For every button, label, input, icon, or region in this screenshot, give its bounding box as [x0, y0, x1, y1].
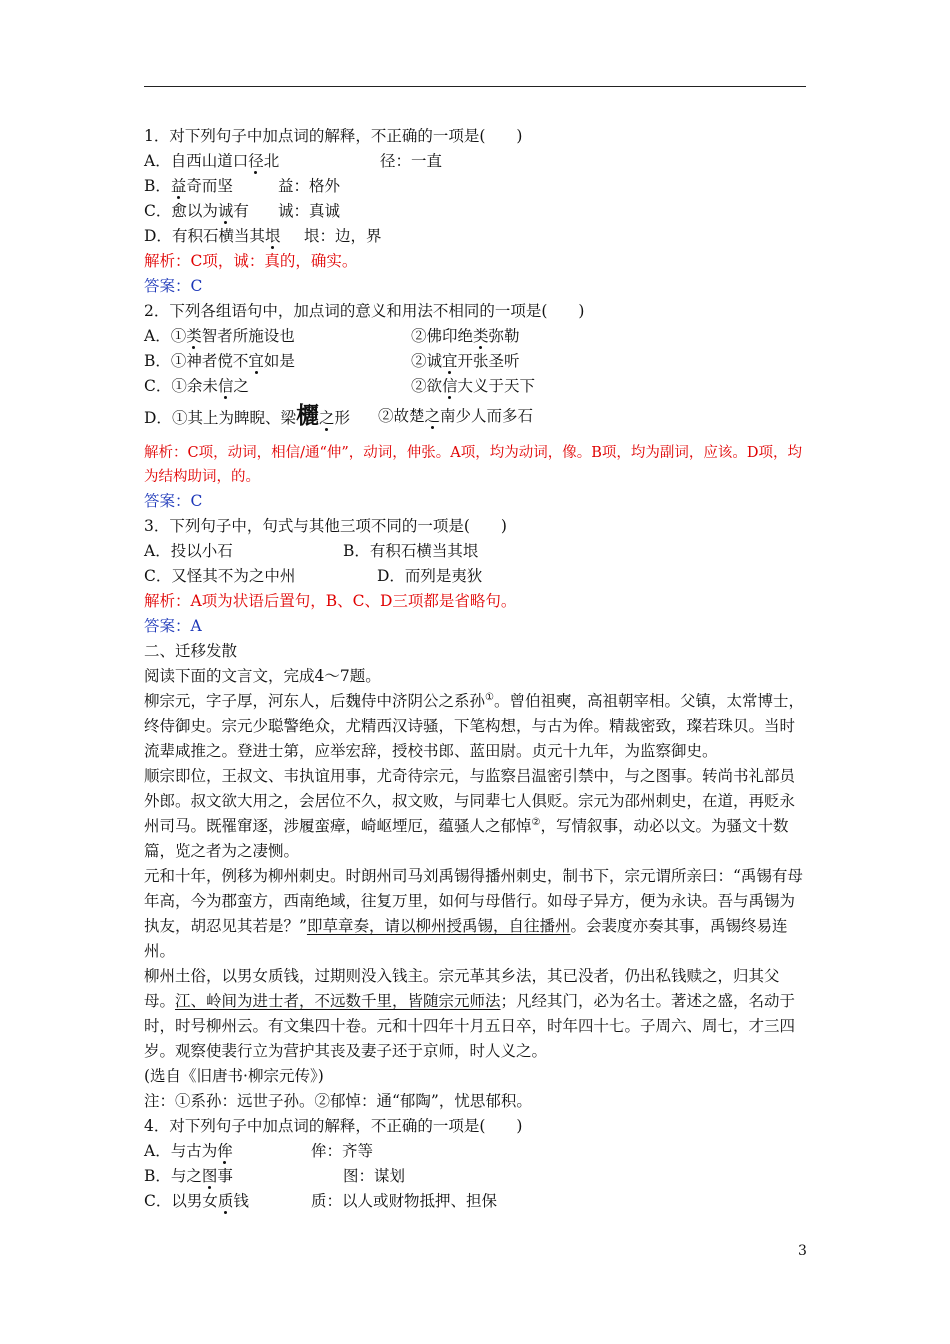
- q2-stem: 2．下列各组语句中，加点词的意义和用法不相同的一项是( ): [144, 302, 585, 320]
- q3-analysis: 解析：A项为状语后置句，B、C、D三项都是省略句。: [144, 592, 517, 610]
- footnote-ref: ①: [485, 691, 494, 703]
- q2-d-right: ②故楚之南少人而多石: [378, 407, 534, 425]
- dotted-char: 图: [201, 1167, 218, 1185]
- q1-option-b: B．益奇而坚 益：格外: [144, 174, 808, 199]
- passage-paragraph-1: 柳宗元，字子厚，河东人，后魏侍中济阴公之系孙①。曾伯祖奭，高祖朝宰相。父镇，太常博士，终侍御史。宗元少聪警绝众，尤精西汉诗骚，下笔构想，与古为侔。精裁密致，璨若珠贝。当时流辈咸推之。登进士第，应举宏辞，授校书郎、蓝田尉。贞元十九年，为监察御史。: [144, 691, 804, 760]
- q1-option-d: D．有积石横当其垠 垠：边，界: [144, 224, 808, 249]
- q3-options-cd: C．又怪其不为之中州 D．而列是夷狄: [144, 567, 483, 585]
- q2-c-right: ②欲信大义于天下: [411, 377, 536, 395]
- q4-a-gloss: 侔：齐等: [311, 1142, 374, 1160]
- q4-c-gloss: 质：以人或财物抵押、担保: [311, 1192, 498, 1210]
- q1-option-a: A．自西山道口径北 径：一直: [144, 149, 808, 174]
- dotted-char: 类: [186, 327, 202, 345]
- page-number: 3: [798, 1243, 807, 1259]
- q2-option-b: B．①神者傥不宜如是 ②诚宜开张圣听: [144, 349, 808, 374]
- q3-answer: 答案：A: [144, 617, 202, 635]
- dotted-char: 侔: [217, 1142, 233, 1160]
- q2-analysis: 解析：C项，动词，相信/通“伸”，动词，伸张。A项，均为动词，像。B项，均为副词，应该。D项，均为结构助词，的。: [144, 445, 803, 485]
- underlined-sentence: 即草章奏，请以柳州授禹锡，自往播州: [306, 917, 571, 935]
- passage-paragraph-4: 柳州土俗，以男女质钱，过期则没入钱主。宗元革其乡法，其已没者，仍出私钱赎之，归其父母。江、岭间为进士者，不远数千里，皆随宗元师法；凡经其门，必为名士。著述之盛，名动于时，时号柳州云。有文集四十卷。元和十四年十月五日卒，时年四十七。子周六、周七，才三四岁。观察使裴行立为营护其丧及妻子还于京师，时人义之。: [144, 967, 796, 1060]
- dotted-char: 宜: [248, 352, 264, 370]
- q1-answer: 答案：C: [144, 277, 203, 295]
- dotted-char: 宜: [442, 352, 458, 370]
- dotted-char: 类: [473, 327, 489, 345]
- dotted-char: 之: [318, 409, 335, 427]
- q4-option-b: B．与之图事 图：谋划: [144, 1164, 808, 1189]
- document-body: [144, 124, 808, 1214]
- q2-option-a: A．①类智者所施设也 ②佛印绝类弥勒: [144, 324, 808, 349]
- q2-option-c: C．①余未信之 ②欲信大义于天下: [144, 374, 808, 399]
- q1-a-gloss: 径：一直: [380, 152, 443, 170]
- large-char: 欐: [295, 402, 319, 429]
- dotted-char: 诚: [217, 202, 234, 220]
- q4-option-c: C．以男女质钱 质：以人或财物抵押、担保: [144, 1189, 808, 1214]
- q1-c-gloss: 诚：真诚: [278, 202, 341, 220]
- dotted-char: 垠: [264, 227, 281, 245]
- passage-paragraph-2: 顺宗即位，王叔文、韦执谊用事，尤奇待宗元，与监察吕温密引禁中，与之图事。转尚书礼部员外郎。叔文欲大用之，会居位不久，叔文败，与同辈七人俱贬。宗元为邵州刺史，在道，再贬永州司马。既罹窜逐，涉履蛮瘴，崎岖堙厄，蕴骚人之郁悼②，写情叙事，动必以文。为骚文十数篇，览之者为之凄恻。: [144, 767, 796, 860]
- q2-a-left: ①类智者所施设也: [170, 327, 295, 345]
- reading-intro: 阅读下面的文言文，完成4～7题。: [144, 667, 381, 685]
- q1-b-gloss: 益：格外: [278, 177, 341, 195]
- q1-stem: 1．对下列句子中加点词的解释，不正确的一项是( ): [144, 127, 523, 145]
- dotted-char: 信: [217, 377, 234, 395]
- passage-source: (选自《旧唐书·柳宗元传》): [144, 1067, 324, 1085]
- dotted-char: 径: [248, 152, 264, 170]
- q1-option-c: C．愈以为诚有 诚：真诚: [144, 199, 808, 224]
- q2-answer: 答案：C: [144, 492, 203, 510]
- header-rule: [144, 86, 806, 87]
- footnote-ref: ②: [531, 816, 541, 828]
- dotted-char: 信: [442, 377, 458, 395]
- q3-stem: 3．下列句子中，句式与其他三项不同的一项是( ): [144, 517, 507, 535]
- dotted-char: 之: [424, 407, 441, 425]
- q3-options-ab: A．投以小石 B．有积石横当其垠: [144, 542, 479, 560]
- q2-a-right: ②佛印绝类弥勒: [411, 327, 520, 345]
- q1-d-gloss: 垠：边，界: [304, 227, 382, 245]
- q4-b-gloss: 图：谋划: [343, 1167, 406, 1185]
- q2-b-right: ②诚宜开张圣听: [411, 352, 520, 370]
- section-title: 二、迁移发散: [144, 642, 238, 660]
- dotted-char: 益: [170, 177, 187, 195]
- underlined-sentence: 江、岭间为进士者，不远数千里，皆随宗元师法: [175, 992, 501, 1010]
- q2-option-d: D．①其上为睥睨、梁欐之形 ②故楚之南少人而多石: [144, 399, 808, 433]
- dotted-char: 质: [217, 1192, 234, 1210]
- passage-paragraph-3: 元和十年，例移为柳州刺史。时朗州司马刘禹锡得播州刺史，制书下，宗元谓所亲曰：“禹锡有母年高，今为郡蛮方，西南绝域，往复万里，如何与母偕行。如母子异方，便为永诀。吾与禹锡为执友，胡忍见其若是？”即草章奏，请以柳州授禹锡，自往播州。会裴度亦奏其事，禹锡终易连州。: [144, 867, 803, 960]
- passage-notes: 注：①系孙：远世子孙。②郁悼：通“郁陶”，忧思郁积。: [144, 1092, 532, 1110]
- q4-option-a: A．与古为侔 侔：齐等: [144, 1139, 808, 1164]
- q4-stem: 4．对下列句子中加点词的解释，不正确的一项是( ): [144, 1117, 523, 1135]
- q1-analysis: 解析：C项，诚：真的，确实。: [144, 252, 358, 270]
